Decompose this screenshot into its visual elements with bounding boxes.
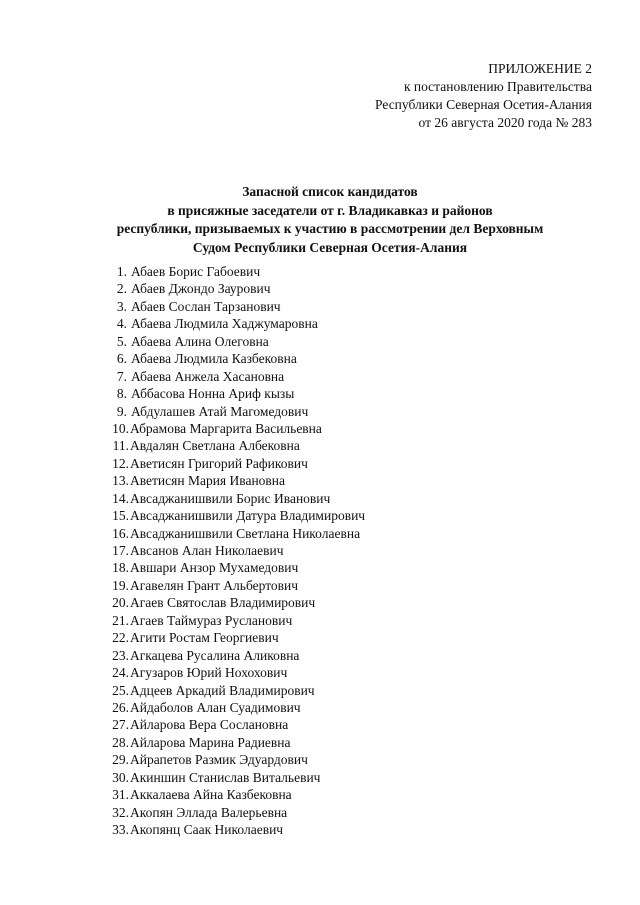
list-item	[105, 786, 365, 803]
list-item	[105, 769, 365, 786]
candidate-name: Агкацева Русалина Аликовна	[130, 647, 300, 663]
candidate-name: Абаева Анжела Хасановна	[131, 368, 285, 384]
list-item	[105, 437, 365, 454]
list-item-number: 10.	[112, 420, 129, 436]
list-item-number: 21.	[112, 612, 129, 628]
list-item	[105, 525, 365, 542]
appendix-government-line: Республики Северная Осетия-Алания	[375, 97, 592, 112]
candidate-name: Агаев Святослав Владимирович	[130, 595, 316, 611]
candidate-name: Агити Ростам Георгиевич	[130, 630, 279, 646]
candidate-name: Авсаджанишвили Датура Владимирович	[130, 508, 366, 524]
candidate-name: Адцеев Аркадий Владимирович	[130, 682, 315, 698]
candidate-name: Авсаджанишвили Светлана Николаевна	[130, 525, 361, 541]
candidate-name: Акопян Эллада Валерьевна	[130, 804, 288, 820]
list-item-number: 28.	[112, 734, 129, 750]
candidate-name: Акопянц Саак Николаевич	[130, 822, 284, 837]
list-item-number: 4.	[116, 316, 127, 332]
list-item	[105, 559, 365, 576]
list-item	[105, 420, 365, 437]
candidate-name: Акиншин Станислав Витальевич	[130, 769, 321, 785]
list-item-number: 22.	[112, 630, 129, 646]
list-item	[105, 682, 365, 699]
list-item	[105, 594, 365, 611]
appendix-header	[272, 60, 592, 132]
list-item-number: 6.	[116, 351, 127, 367]
candidate-name: Аккалаева Айна Казбековна	[130, 787, 292, 803]
list-item	[105, 350, 365, 367]
candidate-name: Агаев Таймураз Русланович	[130, 612, 293, 628]
list-item-number: 33.	[112, 822, 129, 837]
candidate-name: Абаева Людмила Хаджумаровна	[131, 316, 318, 332]
title-line-3: республики, призываемых к участию в рассмотрении дел Верховным	[116, 221, 544, 236]
list-item	[105, 647, 365, 664]
list-item	[105, 263, 365, 280]
list-item-number: 16.	[112, 525, 129, 541]
candidate-name: Айларова Марина Радиевна	[130, 734, 291, 750]
list-item-number: 14.	[112, 490, 129, 506]
list-item-number: 32.	[112, 804, 129, 820]
appendix-title: ПРИЛОЖЕНИЕ 2	[488, 61, 592, 76]
candidate-name: Айдаболов Алан Суадимович	[130, 699, 301, 715]
list-item	[105, 699, 365, 716]
document-title	[70, 183, 590, 257]
list-item-number: 20.	[112, 595, 129, 611]
title-line-4: Судом Республики Северная Осетия-Алания	[192, 239, 468, 255]
candidate-list	[105, 263, 365, 838]
candidate-name: Айрапетов Размик Эдуардович	[130, 752, 308, 768]
candidate-name: Абрамова Маргарита Васильевна	[130, 420, 322, 436]
list-item	[105, 716, 365, 733]
list-item-number: 5.	[116, 333, 127, 349]
appendix-date-line: от 26 августа 2020 года № 283	[418, 115, 592, 130]
list-item-number: 31.	[112, 787, 129, 803]
list-item	[105, 507, 365, 524]
list-item-number: 25.	[112, 682, 129, 698]
list-item-number: 8.	[116, 386, 127, 402]
candidate-name: Абаев Джондо Заурович	[131, 281, 271, 297]
list-item-number: 2.	[116, 281, 127, 297]
list-item	[105, 734, 365, 751]
list-item-number: 30.	[112, 769, 129, 785]
list-item-number: 29.	[112, 752, 129, 768]
candidate-name: Айларова Вера Сослановна	[130, 717, 289, 733]
list-item-number: 1.	[116, 264, 127, 279]
list-item-number: 15.	[112, 508, 129, 524]
candidate-name: Агузаров Юрий Нохохович	[130, 665, 288, 681]
list-item-number: 19.	[112, 577, 129, 593]
candidate-name: Абаева Людмила Казбековна	[131, 351, 297, 367]
list-item	[105, 368, 365, 385]
candidate-name: Авсаджанишвили Борис Иванович	[130, 490, 331, 506]
candidate-name: Авсанов Алан Николаевич	[130, 543, 284, 558]
list-item	[105, 280, 365, 297]
list-item-number: 27.	[112, 717, 129, 733]
title-line-2: в присяжные заседатели от г. Владикавказ и районов	[167, 202, 493, 218]
candidate-name: Авшари Анзор Мухамедович	[130, 560, 299, 576]
list-item-number: 11.	[112, 438, 129, 454]
list-item-number: 3.	[116, 298, 127, 314]
list-item-number: 23.	[112, 647, 129, 663]
list-item-number: 9.	[116, 403, 127, 419]
list-item	[105, 333, 365, 350]
candidate-name: Аббасова Нонна Ариф кызы	[131, 386, 295, 402]
list-item-number: 12.	[112, 455, 129, 471]
list-item-number: 26.	[112, 699, 129, 715]
list-item	[105, 472, 365, 489]
candidate-name: Аветисян Мария Ивановна	[130, 473, 286, 489]
list-item	[105, 612, 365, 629]
list-item-number: 24.	[112, 665, 129, 681]
title-line-1: Запасной список кандидатов	[242, 184, 418, 199]
list-item	[105, 751, 365, 768]
list-item-number: 7.	[116, 368, 127, 384]
list-item	[105, 298, 365, 315]
list-item	[105, 629, 365, 646]
appendix-decree-line: к постановлению Правительства	[403, 79, 592, 94]
candidate-name: Абаев Сослан Тарзанович	[131, 298, 281, 314]
list-item	[105, 315, 365, 332]
list-item	[105, 490, 365, 507]
list-item-number: 17.	[112, 543, 129, 558]
list-item-number: 18.	[112, 560, 129, 576]
list-item	[105, 664, 365, 681]
list-item	[105, 542, 365, 559]
list-item-number: 13.	[112, 473, 129, 489]
candidate-name: Авдалян Светлана Албековна	[130, 438, 300, 454]
candidate-name: Абаев Борис Габоевич	[131, 264, 261, 279]
list-item	[105, 385, 365, 402]
list-item	[105, 821, 365, 838]
candidate-name: Абдулашев Атай Магомедович	[131, 403, 309, 419]
list-item	[105, 804, 365, 821]
list-item	[105, 577, 365, 594]
candidate-name: Агавелян Грант Альбертович	[130, 577, 299, 593]
candidate-name: Абаева Алина Олеговна	[131, 333, 269, 349]
list-item	[105, 403, 365, 420]
list-item	[105, 455, 365, 472]
candidate-name: Аветисян Григорий Рафикович	[130, 455, 308, 471]
